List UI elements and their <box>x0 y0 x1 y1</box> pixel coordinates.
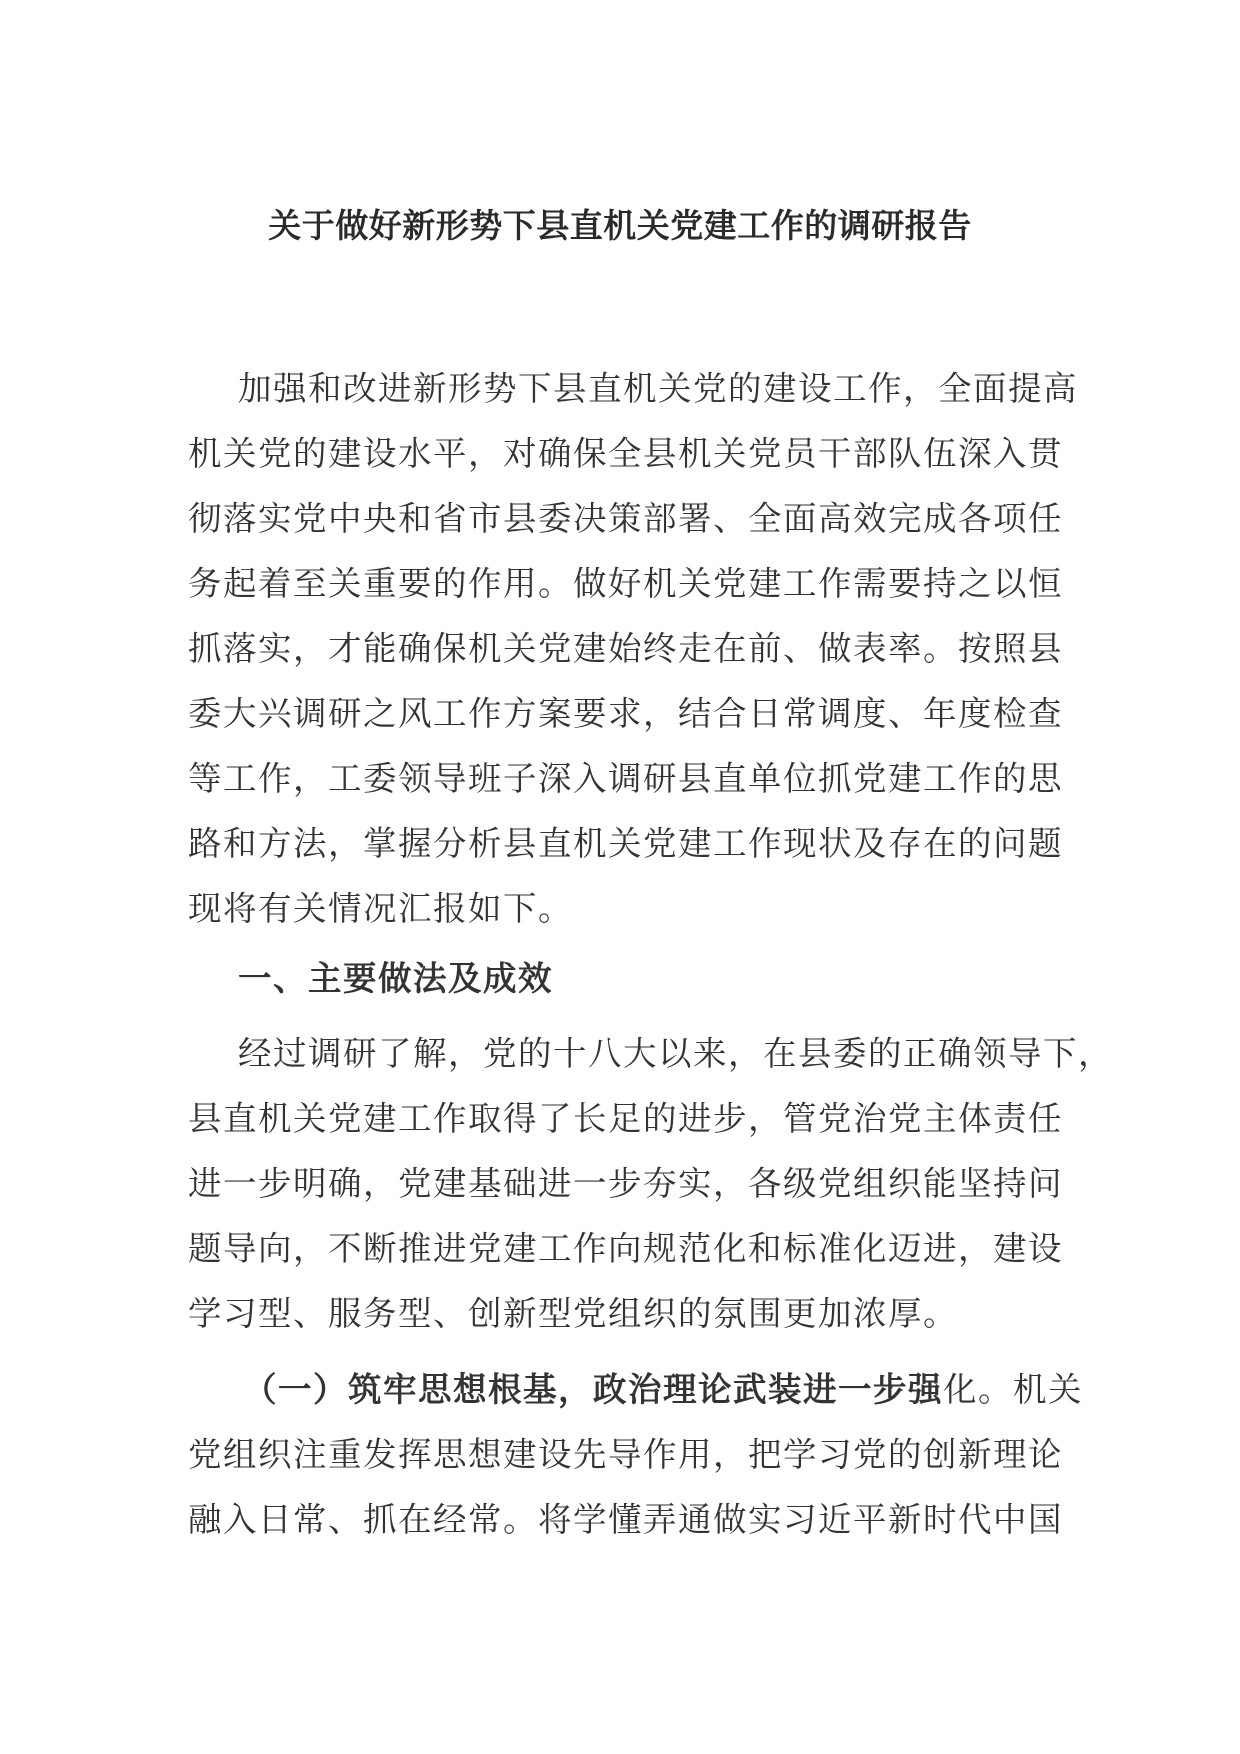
text-line: 现将有关情况汇报如下。 <box>188 889 573 928</box>
text-line: 融入日常、抓在经常。将学懂弄通做实习近平新时代中国 <box>188 1500 1063 1539</box>
text-line: 路和方法，掌握分析县直机关党建工作现状及存在的问题 <box>188 824 1063 863</box>
text-line: 进一步明确，党建基础进一步夯实，各级党组织能坚持问 <box>188 1164 1063 1203</box>
text-line: 加强和改进新形势下县直机关党的建设工作，全面提高 <box>238 369 1078 408</box>
text-line: 经过调研了解，党的十八大以来，在县委的正确领导下， <box>238 1034 1113 1073</box>
text-line: 党组织注重发挥思想建设先导作用，把学习党的创新理论 <box>188 1435 1063 1474</box>
subsection-heading: （一）筑牢思想根基，政治理论武装进一步强 <box>243 1370 943 1409</box>
text-line: 委大兴调研之风工作方案要求，结合日常调度、年度检查 <box>188 694 1063 733</box>
section-heading-text: 一、主要做法及成效 <box>238 959 553 998</box>
subsection1-paragraph <box>188 1357 1083 1552</box>
text-line: 抓落实，才能确保机关党建始终走在前、做表率。按照县 <box>188 629 1063 668</box>
document-title: 关于做好新形势下县直机关党建工作的调研报告 <box>268 206 972 245</box>
text-line: 机关党的建设水平，对确保全县机关党员干部队伍深入贯 <box>188 434 1063 473</box>
text-line: 学习型、服务型、创新型党组织的氛围更加浓厚。 <box>188 1294 958 1333</box>
subsection-lead-line <box>188 1357 1083 1422</box>
section1-paragraph <box>188 1021 1113 1346</box>
subsection-lead-rest: 化。机关 <box>943 1370 1083 1409</box>
intro-paragraph <box>188 356 1078 941</box>
text-line: 务起着至关重要的作用。做好机关党建工作需要持之以恒 <box>188 564 1063 603</box>
section-heading <box>188 946 1068 1011</box>
text-line: 彻落实党中央和省市县委决策部署、全面高效完成各项任 <box>188 499 1063 538</box>
text-line: 等工作，工委领导班子深入调研县直单位抓党建工作的思 <box>188 759 1063 798</box>
text-line: 县直机关党建工作取得了长足的进步，管党治党主体责任 <box>188 1099 1063 1138</box>
text-line: 题导向，不断推进党建工作向规范化和标准化迈进，建设 <box>188 1229 1063 1268</box>
